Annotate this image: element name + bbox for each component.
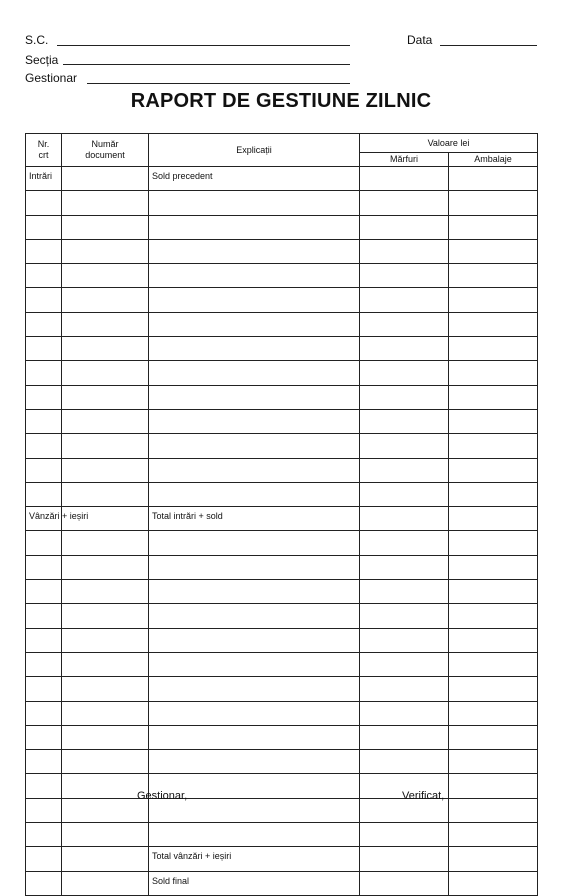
cell-explanation[interactable] xyxy=(149,725,360,749)
cell-goods[interactable] xyxy=(360,215,449,239)
table-row xyxy=(26,312,538,336)
cell-packaging[interactable] xyxy=(449,239,538,263)
cell-doc[interactable] xyxy=(62,628,149,652)
cell-doc[interactable] xyxy=(62,337,149,361)
cell-doc[interactable] xyxy=(62,264,149,288)
cell-goods[interactable] xyxy=(360,434,449,458)
cell-explanation[interactable] xyxy=(149,239,360,263)
cell-packaging[interactable] xyxy=(449,847,538,871)
cell-doc[interactable] xyxy=(62,871,149,895)
cell-nr[interactable] xyxy=(26,871,62,895)
cell-nr[interactable] xyxy=(26,482,62,506)
cell-doc[interactable] xyxy=(62,458,149,482)
table-row xyxy=(26,798,538,822)
cell-packaging[interactable] xyxy=(449,871,538,895)
cell-doc[interactable] xyxy=(62,774,149,798)
cell-packaging[interactable] xyxy=(449,264,538,288)
cell-explanation[interactable] xyxy=(149,555,360,579)
cell-doc[interactable] xyxy=(62,215,149,239)
cell-doc[interactable] xyxy=(62,701,149,725)
cell-explanation[interactable] xyxy=(149,312,360,336)
cell-doc[interactable] xyxy=(62,434,149,458)
cell-packaging[interactable] xyxy=(449,361,538,385)
cell-explanation[interactable] xyxy=(149,628,360,652)
table-row xyxy=(26,507,538,531)
table-row xyxy=(26,750,538,774)
col-value-group-header xyxy=(360,134,538,153)
cell-goods[interactable] xyxy=(360,628,449,652)
cell-nr[interactable] xyxy=(26,725,62,749)
cell-explanation[interactable] xyxy=(149,337,360,361)
cell-packaging[interactable] xyxy=(449,409,538,433)
cell-packaging[interactable] xyxy=(449,337,538,361)
cell-explanation[interactable]: Sold precedent xyxy=(149,167,360,191)
cell-doc[interactable] xyxy=(62,167,149,191)
cell-packaging[interactable] xyxy=(449,531,538,555)
cell-goods[interactable] xyxy=(360,312,449,336)
col-goods-header xyxy=(360,153,449,167)
cell-nr[interactable] xyxy=(26,312,62,336)
cell-packaging[interactable] xyxy=(449,167,538,191)
cell-packaging[interactable] xyxy=(449,652,538,676)
section-label: Secția xyxy=(25,53,59,67)
cell-explanation[interactable] xyxy=(149,701,360,725)
cell-goods[interactable] xyxy=(360,847,449,871)
cell-nr[interactable] xyxy=(26,434,62,458)
table-row xyxy=(26,434,538,458)
cell-nr[interactable] xyxy=(26,774,62,798)
cell-goods[interactable] xyxy=(360,239,449,263)
cell-goods[interactable] xyxy=(360,482,449,506)
manager-field[interactable] xyxy=(87,83,350,84)
cell-packaging[interactable] xyxy=(449,458,538,482)
cell-doc[interactable] xyxy=(62,798,149,822)
cell-packaging[interactable] xyxy=(449,191,538,215)
cell-nr[interactable] xyxy=(26,215,62,239)
cell-packaging[interactable] xyxy=(449,604,538,628)
col-nr-label: Nr. crt xyxy=(37,139,50,160)
cell-explanation[interactable] xyxy=(149,652,360,676)
cell-packaging[interactable] xyxy=(449,677,538,701)
cell-doc[interactable] xyxy=(62,677,149,701)
cell-explanation[interactable] xyxy=(149,288,360,312)
manager-label: Gestionar xyxy=(25,71,78,85)
table-row xyxy=(26,191,538,215)
cell-nr[interactable] xyxy=(26,288,62,312)
cell-packaging[interactable] xyxy=(449,507,538,531)
company-label: S.C. xyxy=(25,33,49,47)
date-label: Data xyxy=(407,33,433,47)
cell-doc[interactable] xyxy=(62,239,149,263)
cell-explanation[interactable] xyxy=(149,264,360,288)
cell-doc[interactable] xyxy=(62,531,149,555)
cell-goods[interactable] xyxy=(360,361,449,385)
cell-doc[interactable] xyxy=(62,312,149,336)
cell-nr[interactable] xyxy=(26,507,89,531)
cell-goods[interactable] xyxy=(360,288,449,312)
cell-packaging[interactable] xyxy=(449,555,538,579)
cell-explanation[interactable] xyxy=(149,361,360,385)
cell-explanation[interactable] xyxy=(149,191,360,215)
cell-nr[interactable] xyxy=(26,798,62,822)
cell-doc[interactable] xyxy=(62,847,149,871)
table-row xyxy=(26,361,538,385)
cell-explanation[interactable] xyxy=(149,458,360,482)
cell-nr[interactable] xyxy=(26,264,62,288)
cell-packaging[interactable] xyxy=(449,628,538,652)
cell-goods[interactable] xyxy=(360,191,449,215)
col-explanation-label: Explicații xyxy=(236,144,272,155)
cell-doc[interactable] xyxy=(62,652,149,676)
table-row xyxy=(26,167,538,191)
cell-packaging[interactable] xyxy=(449,701,538,725)
cell-doc[interactable] xyxy=(62,288,149,312)
cell-nr[interactable] xyxy=(26,677,62,701)
cell-goods[interactable] xyxy=(360,652,449,676)
cell-nr[interactable] xyxy=(26,823,62,847)
table-row xyxy=(26,385,538,409)
report-body xyxy=(26,167,538,896)
cell-nr[interactable] xyxy=(26,847,62,871)
table-row xyxy=(26,409,538,433)
table-row xyxy=(26,555,538,579)
cell-doc[interactable] xyxy=(62,823,149,847)
cell-nr[interactable]: Intrări xyxy=(26,167,62,191)
cell-nr[interactable] xyxy=(26,555,62,579)
cell-explanation[interactable] xyxy=(149,409,360,433)
cell-packaging[interactable] xyxy=(449,823,538,847)
cell-goods[interactable] xyxy=(360,555,449,579)
cell-goods[interactable] xyxy=(360,725,449,749)
cell-explanation[interactable] xyxy=(149,823,360,847)
col-value-group-label: Valoare lei xyxy=(427,137,470,148)
cell-packaging[interactable] xyxy=(449,798,538,822)
cell-doc[interactable] xyxy=(62,555,149,579)
cell-goods[interactable] xyxy=(360,604,449,628)
col-packaging-header xyxy=(449,153,538,167)
cell-doc[interactable] xyxy=(62,191,149,215)
cell-explanation[interactable] xyxy=(149,750,360,774)
cell-nr[interactable] xyxy=(26,701,62,725)
cell-packaging[interactable] xyxy=(449,482,538,506)
cell-nr[interactable] xyxy=(26,361,62,385)
cell-explanation[interactable]: Total vânzări + ieșiri xyxy=(149,847,360,871)
table-row xyxy=(26,239,538,263)
cell-packaging[interactable] xyxy=(449,434,538,458)
section-field[interactable] xyxy=(63,64,350,65)
cell-packaging[interactable] xyxy=(449,385,538,409)
table-row xyxy=(26,823,538,847)
cell-explanation[interactable] xyxy=(149,604,360,628)
cell-explanation[interactable]: Total intrări + sold xyxy=(149,507,360,531)
cell-nr[interactable] xyxy=(26,409,62,433)
cell-nr[interactable] xyxy=(26,750,62,774)
table-row xyxy=(26,871,538,895)
table-row xyxy=(26,288,538,312)
cell-goods[interactable] xyxy=(360,385,449,409)
col-nr-header xyxy=(26,134,62,167)
company-field[interactable] xyxy=(57,45,350,46)
cell-nr[interactable] xyxy=(26,337,62,361)
table-row xyxy=(26,652,538,676)
cell-goods[interactable] xyxy=(360,264,449,288)
cell-doc[interactable] xyxy=(62,409,149,433)
table-row xyxy=(26,604,538,628)
table-row xyxy=(26,337,538,361)
cell-nr[interactable] xyxy=(26,191,62,215)
table-row xyxy=(26,774,538,798)
cell-nr[interactable] xyxy=(26,580,62,604)
cell-nr[interactable] xyxy=(26,652,62,676)
col-doc-label: Număr document xyxy=(85,139,125,160)
cell-packaging[interactable] xyxy=(449,774,538,798)
cell-doc[interactable] xyxy=(62,750,149,774)
table-row xyxy=(26,677,538,701)
cell-goods[interactable] xyxy=(360,531,449,555)
table-row xyxy=(26,847,538,871)
cell-explanation[interactable] xyxy=(149,580,360,604)
table-row xyxy=(26,215,538,239)
table-row xyxy=(26,580,538,604)
date-field[interactable] xyxy=(440,45,537,46)
cell-goods[interactable] xyxy=(360,701,449,725)
col-goods-label: Mărfuri xyxy=(389,154,418,164)
cell-goods[interactable] xyxy=(360,580,449,604)
cell-explanation[interactable] xyxy=(149,677,360,701)
cell-packaging[interactable] xyxy=(449,725,538,749)
cell-doc[interactable] xyxy=(62,580,149,604)
cell-packaging[interactable] xyxy=(449,215,538,239)
cell-goods[interactable] xyxy=(360,677,449,701)
cell-nr[interactable] xyxy=(26,628,62,652)
cell-explanation[interactable]: Sold final xyxy=(149,871,360,895)
cell-nr[interactable] xyxy=(26,385,62,409)
table-row xyxy=(26,725,538,749)
table-row xyxy=(26,264,538,288)
cell-nr[interactable] xyxy=(26,531,62,555)
table-row xyxy=(26,482,538,506)
table-row xyxy=(26,628,538,652)
cell-explanation[interactable] xyxy=(149,385,360,409)
col-packaging-label: Ambalaje xyxy=(474,154,512,164)
page-title: RAPORT DE GESTIUNE ZILNIC xyxy=(130,90,432,112)
cell-goods[interactable] xyxy=(360,823,449,847)
cell-explanation[interactable] xyxy=(149,434,360,458)
cell-goods[interactable] xyxy=(360,507,449,531)
cell-doc[interactable] xyxy=(62,725,149,749)
cell-packaging[interactable] xyxy=(449,580,538,604)
table-row xyxy=(26,701,538,725)
cell-doc[interactable] xyxy=(62,482,149,506)
cell-explanation[interactable] xyxy=(149,215,360,239)
cell-goods[interactable] xyxy=(360,750,449,774)
cell-goods[interactable] xyxy=(360,871,449,895)
cell-goods[interactable] xyxy=(360,167,449,191)
table-row xyxy=(26,458,538,482)
section-label: Vânzări + ieșiri xyxy=(29,511,89,522)
cell-packaging[interactable] xyxy=(449,312,538,336)
col-explanation-header xyxy=(149,134,360,167)
cell-doc[interactable] xyxy=(62,604,149,628)
cell-doc[interactable] xyxy=(62,361,149,385)
cell-packaging[interactable] xyxy=(449,750,538,774)
cell-explanation[interactable] xyxy=(149,531,360,555)
cell-goods[interactable] xyxy=(360,409,449,433)
cell-doc[interactable] xyxy=(62,385,149,409)
table-row xyxy=(26,531,538,555)
cell-goods[interactable] xyxy=(360,458,449,482)
verified-signature-label: Verificat, xyxy=(402,790,445,802)
col-doc-header xyxy=(62,134,149,167)
manager-signature-label: Gestionar, xyxy=(137,790,188,802)
cell-goods[interactable] xyxy=(360,337,449,361)
report-table xyxy=(25,133,538,896)
cell-nr[interactable] xyxy=(26,458,62,482)
cell-nr[interactable] xyxy=(26,239,62,263)
cell-explanation[interactable] xyxy=(149,482,360,506)
cell-nr[interactable] xyxy=(26,604,62,628)
cell-packaging[interactable] xyxy=(449,288,538,312)
